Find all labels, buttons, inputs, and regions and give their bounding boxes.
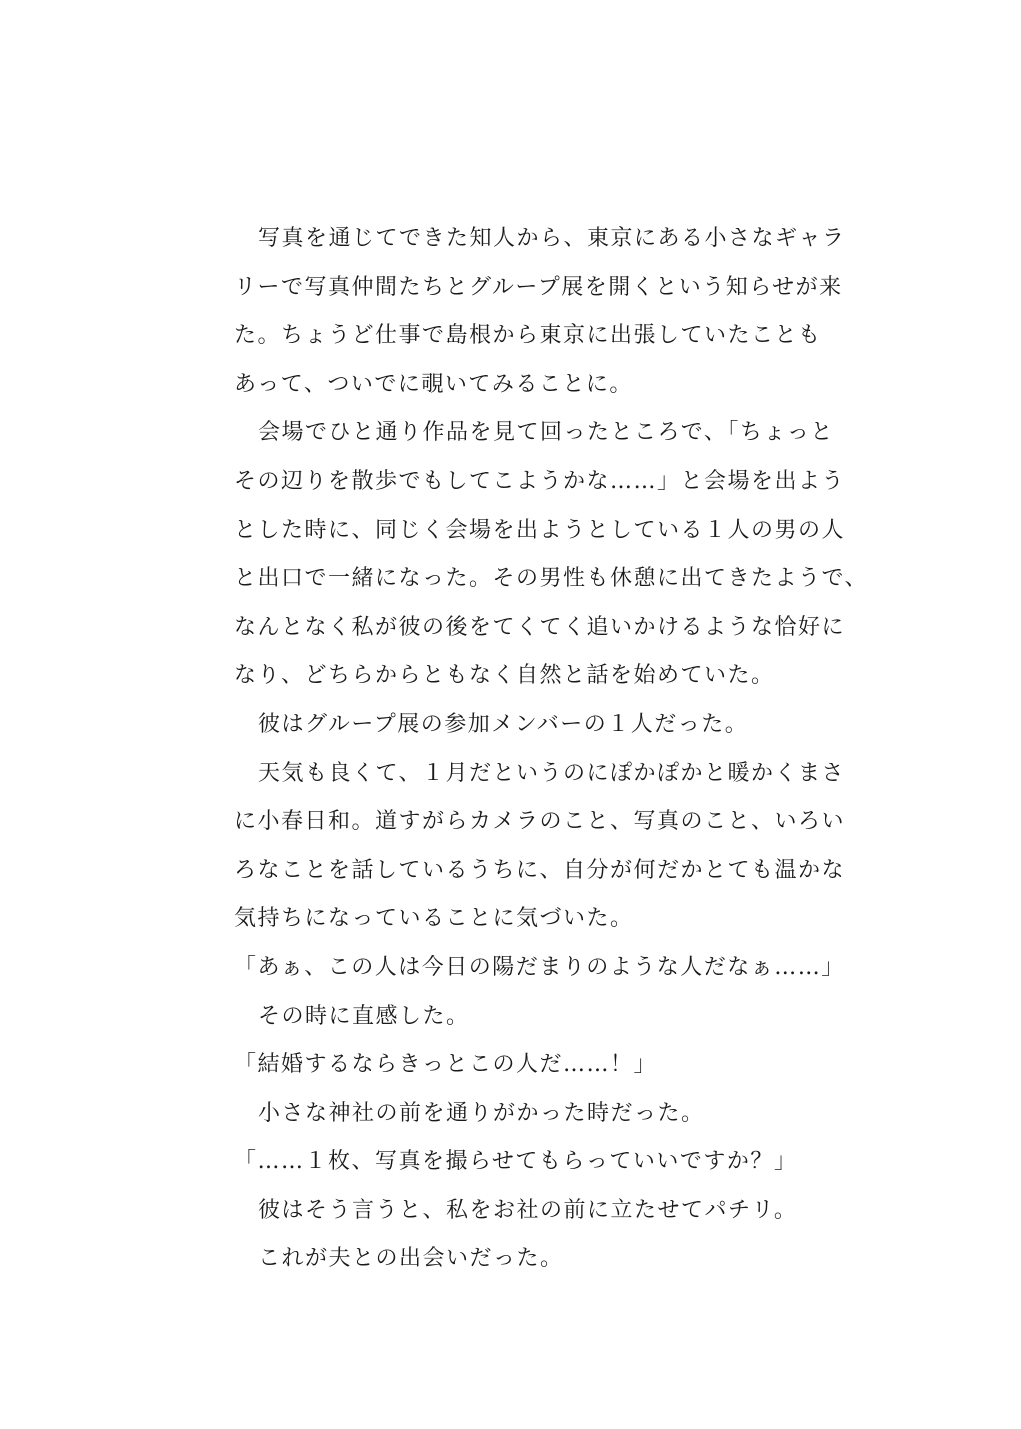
text-line: に小春日和。道すがらカメラのこと、写真のこと、いろい <box>234 809 846 835</box>
body-text <box>234 215 869 1284</box>
text-line: た。ちょうど仕事で島根から東京に出張していたことも <box>234 323 822 349</box>
text-line: その時に直感した。 <box>258 1003 470 1029</box>
text-line: とした時に、同じく会場を出ようとしている１人の男の人 <box>234 517 846 543</box>
text-line: 彼はグループ展の参加メンバーの１人だった。 <box>258 711 749 737</box>
text-line: 会場でひと通り作品を見て回ったところで、「ちょっと <box>258 420 834 446</box>
text-line: リーで写真仲間たちとグループ展を開くという知らせが来 <box>234 274 843 300</box>
text-line: あって、ついでに覗いてみることに。 <box>234 371 633 397</box>
text-line: なんとなく私が彼の後をてくてく追いかけるような恰好に <box>234 614 846 640</box>
text-line: これが夫との出会いだった。 <box>258 1246 564 1272</box>
text-line: 気持ちになっていることに気づいた。 <box>234 906 634 932</box>
text-line: なり、どちらからともなく自然と話を始めていた。 <box>234 663 775 689</box>
text-line: その辺りを散歩でもしてこようかな……」と会場を出よう <box>234 468 846 494</box>
text-line: と出口で一緒になった。その男性も休憩に出てきたようで、 <box>234 566 869 592</box>
text-line: 「……１枚、写真を撮らせてもらっていいですか？」 <box>234 1149 798 1175</box>
text-line: 天気も良くて、１月だというのにぽかぽかと暖かくまさ <box>258 760 846 786</box>
text-line: 彼はそう言うと、私をお社の前に立たせてパチリ。 <box>258 1197 798 1223</box>
text-line: 「あぁ、この人は今日の陽だまりのような人だなぁ……」 <box>234 954 845 980</box>
text-line: ろなことを話しているうちに、自分が何だかとても温かな <box>234 857 846 883</box>
text-line: 写真を通じてできた知人から、東京にある小さなギャラ <box>258 226 846 251</box>
text-line: 小さな神社の前を通りがかった時だった。 <box>258 1100 705 1126</box>
text-line: 「結婚するならきっとこの人だ……！」 <box>234 1052 658 1078</box>
